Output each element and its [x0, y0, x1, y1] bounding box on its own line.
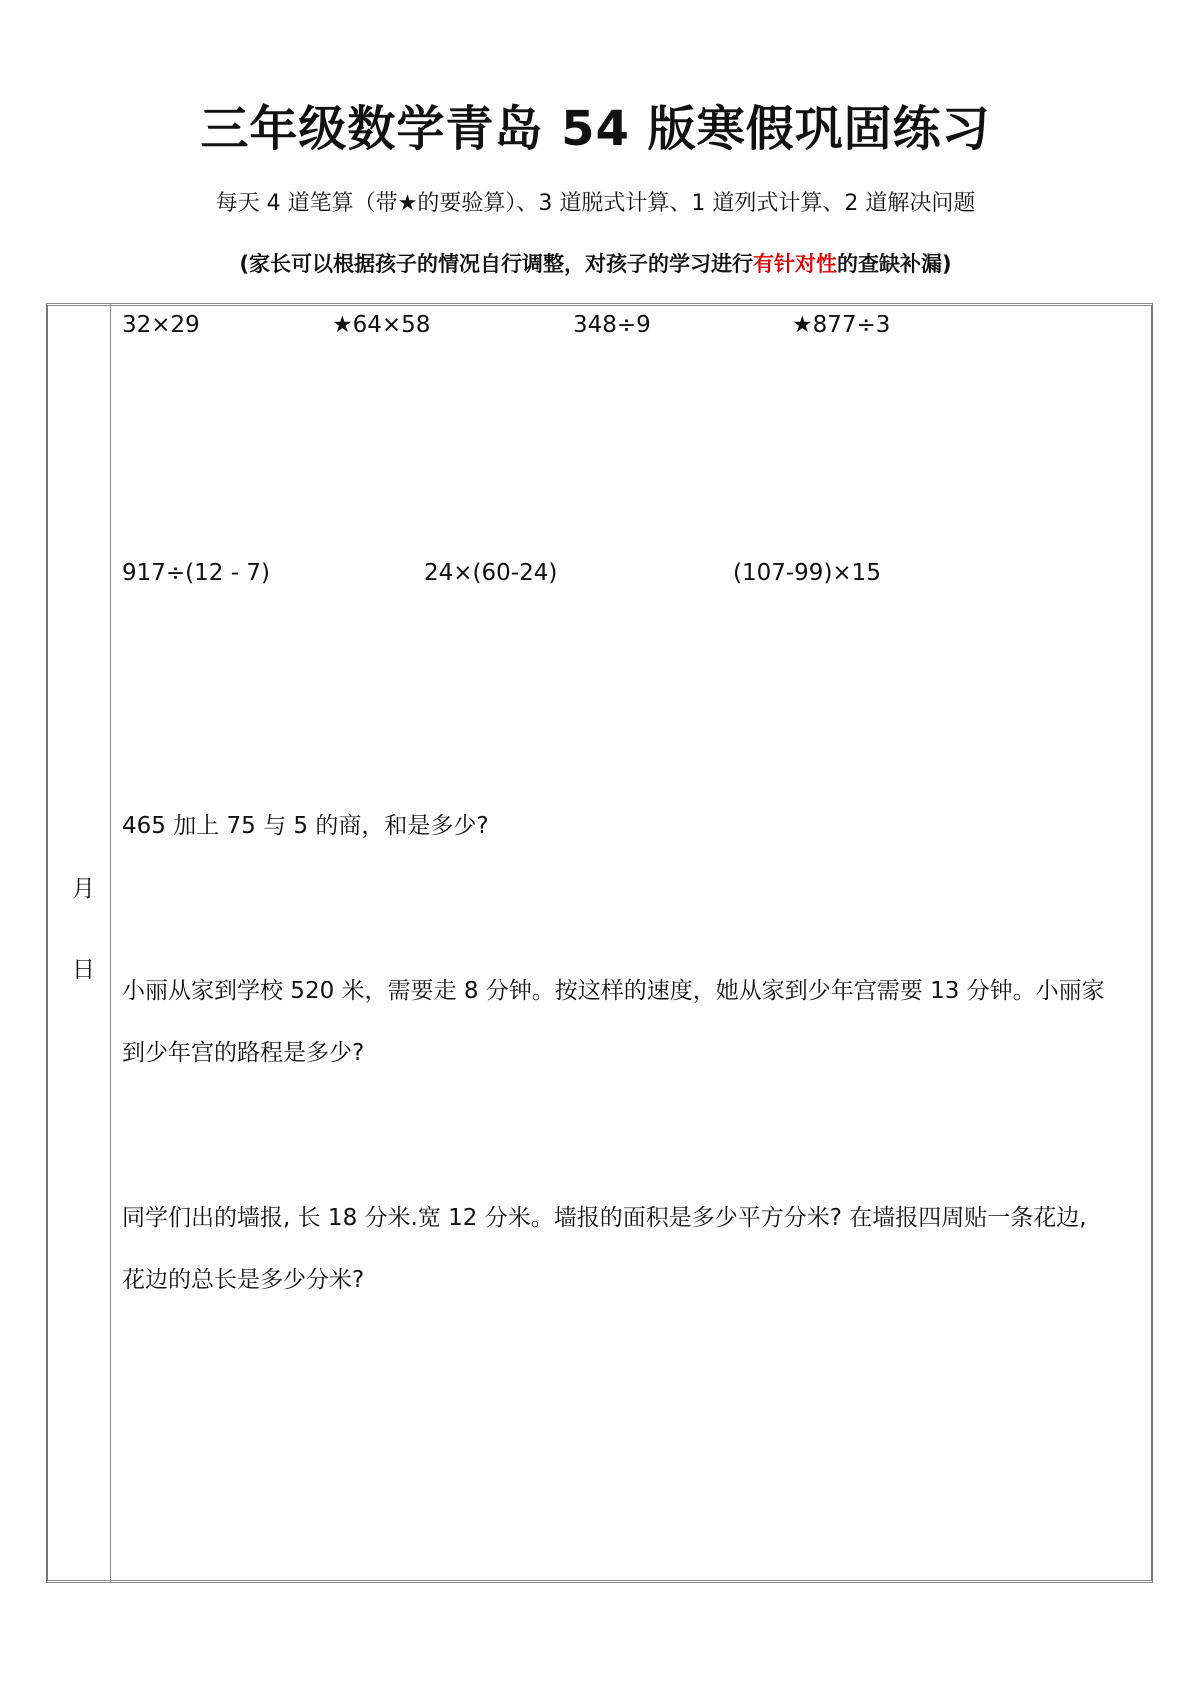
- step-calc-2: 24×(60-24): [424, 560, 558, 586]
- word-problem-2-line1: 同学们出的墙报, 长 18 分米.宽 12 分米。墙报的面积是多少平方分米? 在墙报四周贴一条花边,: [122, 1205, 1087, 1231]
- written-calc-2: ★64×58: [332, 312, 431, 338]
- written-calc-3: 348÷9: [573, 312, 651, 338]
- written-calc-1: 32×29: [122, 312, 200, 338]
- word-problem-1-line2: 到少年宫的路程是多少?: [122, 1040, 365, 1066]
- page-title: 三年级数学青岛 54 版寒假巩固练习: [200, 101, 991, 157]
- expression-problem: 465 加上 75 与 5 的商，和是多少?: [122, 813, 489, 839]
- written-calc-4: ★877÷3: [792, 312, 891, 338]
- word-problem-1-line1: 小丽从家到学校 520 米，需要走 8 分钟。按这样的速度，她从家到少年宫需要 13 分钟。小丽家: [122, 978, 1105, 1004]
- word-problem-2-line2: 花边的总长是多少分米?: [122, 1267, 365, 1293]
- day-label: 日: [72, 957, 95, 983]
- month-label: 月: [72, 876, 95, 902]
- step-calc-3: (107-99)×15: [733, 560, 881, 586]
- exercise-table: [46, 303, 1153, 1583]
- instructions: 每天 4 道笔算（带★的要验算）、3 道脱式计算、1 道列式计算、2 道解决问题: [215, 191, 976, 216]
- parent-note: [0, 248, 1191, 278]
- note-text: (家长可以根据孩子的情况自行调整，对孩子的学习进行: [239, 252, 753, 276]
- column-divider: [110, 303, 111, 1583]
- note-highlight: 有针对性: [753, 252, 837, 276]
- step-calc-1: 917÷(12 - 7): [122, 560, 270, 586]
- note-text-end: 的查缺补漏): [837, 252, 952, 276]
